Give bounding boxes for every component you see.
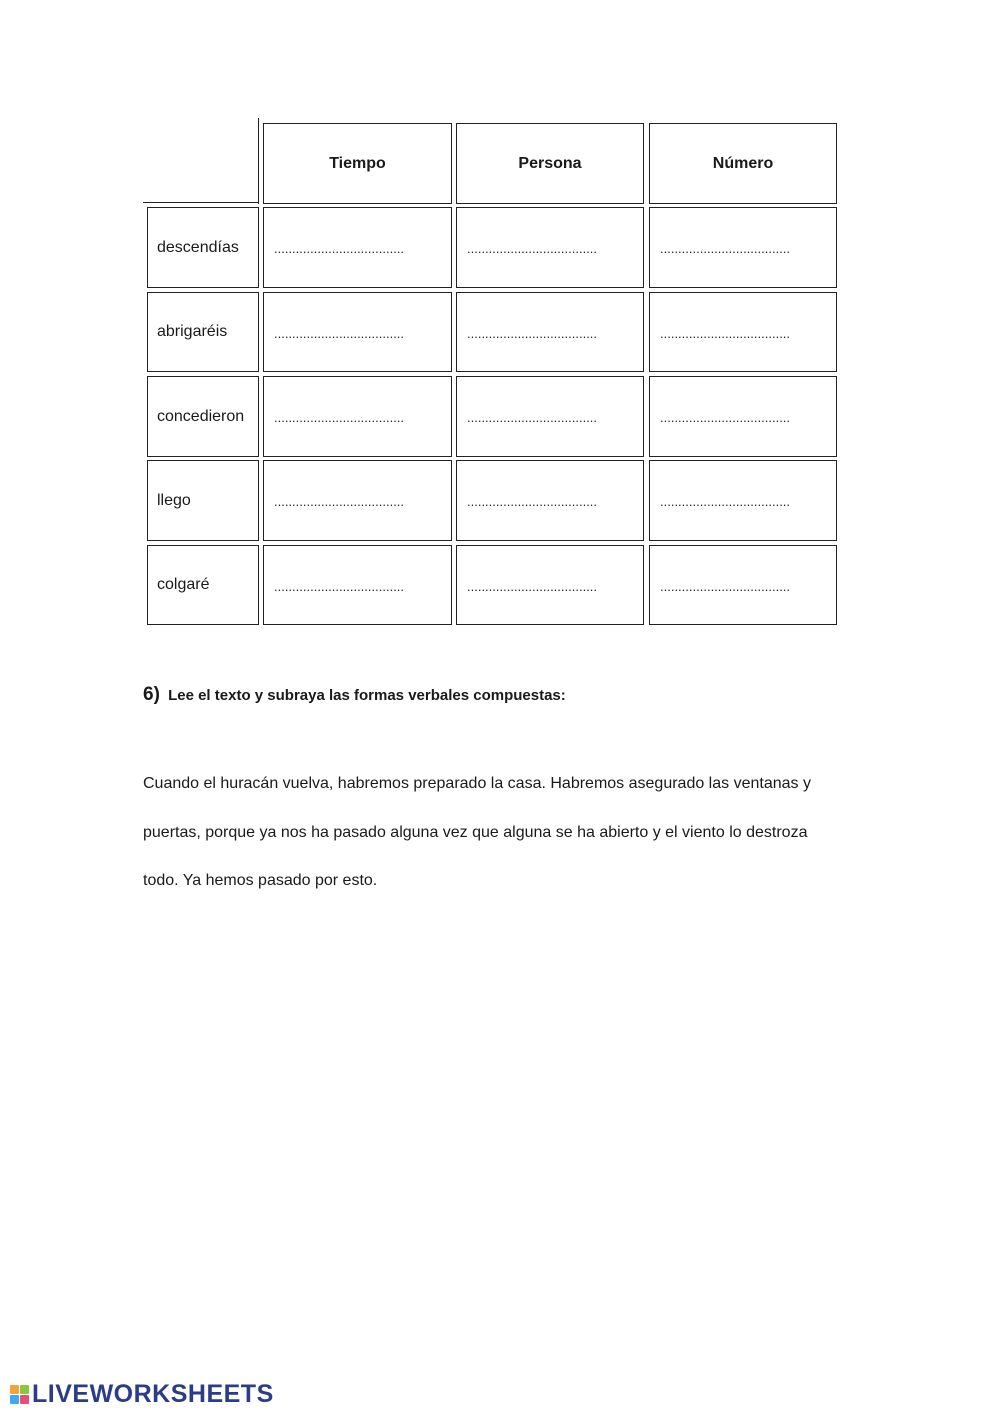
logo-tile xyxy=(20,1385,29,1394)
header-tiempo: Tiempo xyxy=(263,123,452,204)
header-persona: Persona xyxy=(456,123,644,204)
verb-cell: concedieron xyxy=(147,376,259,457)
answer-blank-numero[interactable]: .................................... xyxy=(649,545,837,625)
table-corner-horizontal-line xyxy=(143,202,259,203)
answer-blank-tiempo[interactable]: .................................... xyxy=(263,207,452,288)
paragraph-line: puertas, porque ya nos ha pasado alguna vez que alguna se ha abierto y el viento lo destroza xyxy=(143,823,808,841)
answer-blank-persona[interactable]: .................................... xyxy=(456,545,644,625)
paragraph-line: Cuando el huracán vuelva, habremos preparado la casa. Habremos asegurado las ventanas y xyxy=(143,775,811,792)
answer-blank-tiempo[interactable]: .................................... xyxy=(263,292,452,372)
answer-blank-persona[interactable]: .................................... xyxy=(456,207,644,288)
logo-tile xyxy=(20,1395,29,1404)
answer-blank-numero[interactable]: .................................... xyxy=(649,376,837,457)
exercise-heading xyxy=(143,684,566,706)
verb-cell: llego xyxy=(147,460,259,541)
answer-blank-numero[interactable]: .................................... xyxy=(649,460,837,541)
answer-blank-tiempo[interactable]: .................................... xyxy=(263,460,452,541)
logo-tile xyxy=(10,1395,19,1404)
exercise-paragraph xyxy=(143,760,855,906)
verb-cell: descendías xyxy=(147,207,259,288)
exercise-number: 6) xyxy=(143,684,160,705)
answer-blank-numero[interactable]: .................................... xyxy=(649,207,837,288)
paragraph-line: todo. Ya hemos pasado por esto. xyxy=(143,872,378,889)
answer-blank-persona[interactable]: .................................... xyxy=(456,292,644,372)
liveworksheets-logo xyxy=(10,1380,274,1409)
answer-blank-persona[interactable]: .................................... xyxy=(456,460,644,541)
answer-blank-persona[interactable]: .................................... xyxy=(456,376,644,457)
header-numero: Número xyxy=(649,123,837,204)
logo-tiles-icon xyxy=(10,1385,29,1404)
table-corner-vertical-line xyxy=(258,118,259,204)
verb-cell: abrigaréis xyxy=(147,292,259,372)
logo-tile xyxy=(10,1385,19,1394)
answer-blank-tiempo[interactable]: .................................... xyxy=(263,545,452,625)
answer-blank-tiempo[interactable]: .................................... xyxy=(263,376,452,457)
exercise-instruction: Lee el texto y subraya las formas verbales compuestas: xyxy=(168,687,566,704)
answer-blank-numero[interactable]: .................................... xyxy=(649,292,837,372)
logo-text: LIVEWORKSHEETS xyxy=(32,1380,274,1408)
verb-cell: colgaré xyxy=(147,545,259,625)
